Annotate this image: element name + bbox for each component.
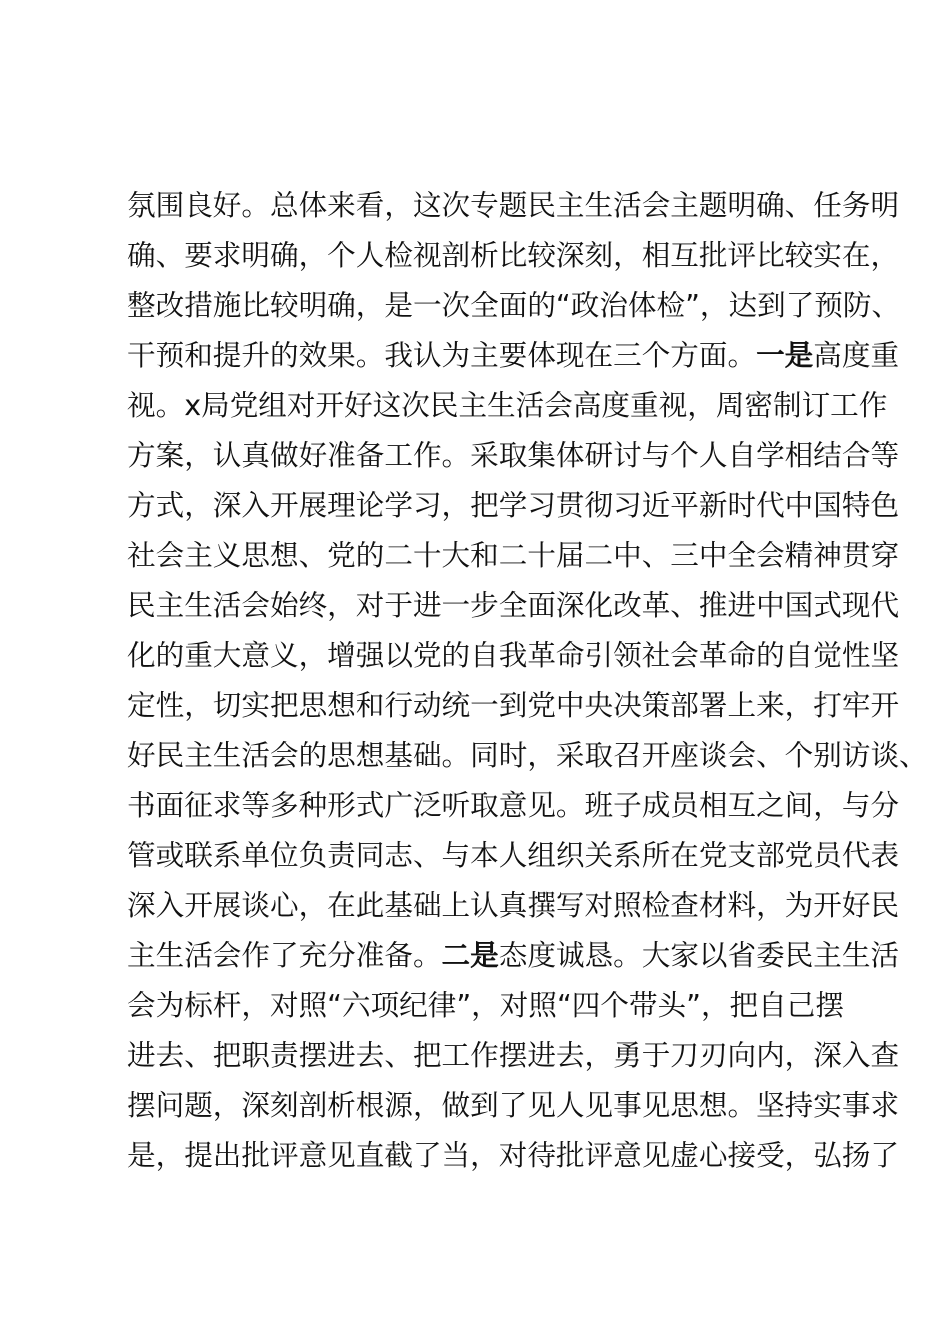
- text-line-7: 方式，深入开展理论学习，把学习贯彻习近平新时代中国特色: [127, 488, 900, 522]
- text-line-6: 方案，认真做好准备工作。采取集体研讨与个人自学相结合等: [127, 438, 900, 472]
- text-line-9: 民主生活会始终，对于进一步全面深化改革、推进中国式现代: [127, 588, 900, 622]
- text-line-11: 定性，切实把思想和行动统一到党中央决策部署上来，打牢开: [127, 688, 900, 722]
- text-line-12: 好民主生活会的思想基础。同时，采取召开座谈会、个别访谈、: [127, 738, 928, 772]
- text-line-4: 干预和提升的效果。我认为主要体现在三个方面。一是高度重: [127, 338, 900, 372]
- text-line-10: 化的重大意义，增强以党的自我革命引领社会革命的自觉性坚: [127, 638, 900, 672]
- text-line-3: 整改措施比较明确，是一次全面的“政治体检”，达到了预防、: [127, 288, 901, 322]
- text-line-5: 视。x局党组对开好这次民主生活会高度重视，周密制订工作: [127, 388, 888, 422]
- text-line-2: 确、要求明确，个人检视剖析比较深刻，相互批评比较实在，: [127, 238, 900, 272]
- text-line-13: 书面征求等多种形式广泛听取意见。班子成员相互之间，与分: [127, 788, 900, 822]
- text-line-15: 深入开展谈心，在此基础上认真撰写对照检查材料，为开好民: [127, 888, 900, 922]
- text-line-18: 进去、把职责摆进去、把工作摆进去，勇于刀刃向内，深入查: [127, 1038, 900, 1072]
- text-line-8: 社会主义思想、党的二十大和二十届二中、三中全会精神贯穿: [127, 538, 900, 572]
- text-line-17: 会为标杆，对照“六项纪律”，对照“四个带头”，把自己摆: [127, 988, 844, 1022]
- point-marker-one: 一是: [756, 338, 814, 372]
- point-marker-two: 二是: [441, 938, 499, 972]
- body-paragraph: [127, 180, 928, 1180]
- text-line-20: 是，提出批评意见直截了当，对待批评意见虚心接受，弘扬了: [127, 1138, 900, 1172]
- text-line-14: 管或联系单位负责同志、与本人组织关系所在党支部党员代表: [127, 838, 900, 872]
- text-line-1: 氛围良好。总体来看，这次专题民主生活会主题明确、任务明: [127, 188, 900, 222]
- text-line-16: 主生活会作了充分准备。二是态度诚恳。大家以省委民主生活: [127, 938, 900, 972]
- text-line-19: 摆问题，深刻剖析根源，做到了见人见事见思想。坚持实事求: [127, 1088, 900, 1122]
